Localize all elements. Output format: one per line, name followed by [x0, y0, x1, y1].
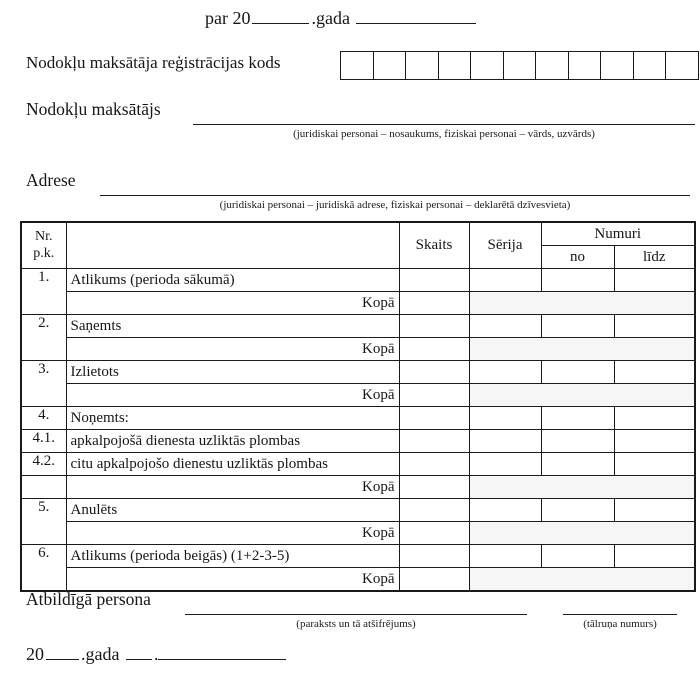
taxpayer-label: Nodokļu maksātājs: [26, 99, 161, 119]
serija-cell[interactable]: [469, 407, 541, 430]
header-serija: Sērija: [469, 222, 541, 269]
skaits-cell[interactable]: [399, 453, 469, 476]
regcode-cell[interactable]: [438, 51, 472, 80]
total-label: Kopā: [66, 568, 399, 592]
row-number: 4.1.: [21, 430, 66, 453]
responsible-label: Atbildīgā persona: [26, 589, 151, 609]
address-label: Adrese: [26, 170, 76, 190]
regcode-grid: [340, 51, 699, 80]
total-merged-cell[interactable]: [469, 568, 695, 592]
no-cell[interactable]: [541, 430, 614, 453]
period-year-blank[interactable]: [252, 8, 309, 24]
skaits-total-cell[interactable]: [399, 338, 469, 361]
regcode-cell[interactable]: [470, 51, 504, 80]
total-label: Kopā: [66, 476, 399, 499]
date-year-prefix: 20: [26, 644, 44, 664]
header-nr: Nr.: [35, 229, 53, 245]
regcode-label: Nodokļu maksātāja reģistrācijas kods: [26, 53, 281, 72]
row-number-empty: [21, 476, 66, 499]
row-number: 4.2.: [21, 453, 66, 476]
serija-cell[interactable]: [469, 269, 541, 292]
lidz-cell[interactable]: [614, 407, 695, 430]
total-label: Kopā: [66, 338, 399, 361]
period-prefix: par 20: [205, 8, 251, 28]
no-cell[interactable]: [541, 545, 614, 568]
no-cell[interactable]: [541, 407, 614, 430]
header-skaits: Skaits: [399, 222, 469, 269]
regcode-cell[interactable]: [568, 51, 602, 80]
regcode-cell[interactable]: [405, 51, 439, 80]
total-merged-cell[interactable]: [469, 522, 695, 545]
period-month-blank[interactable]: [356, 8, 476, 24]
row-label: Saņemts: [66, 315, 399, 338]
lidz-cell[interactable]: [614, 430, 695, 453]
serija-cell[interactable]: [469, 361, 541, 384]
lidz-cell[interactable]: [614, 269, 695, 292]
header-description: [66, 222, 399, 269]
lidz-cell[interactable]: [614, 545, 695, 568]
row-number: 1.: [21, 269, 66, 315]
total-merged-cell[interactable]: [469, 338, 695, 361]
period-gada: .gada: [311, 8, 350, 28]
date-day-blank[interactable]: [126, 644, 152, 660]
date-dot: .: [153, 644, 159, 664]
skaits-total-cell[interactable]: [399, 476, 469, 499]
row-number: 5.: [21, 499, 66, 545]
address-blank-line[interactable]: [100, 170, 690, 196]
signature-blank-line[interactable]: [185, 590, 527, 615]
skaits-total-cell[interactable]: [399, 292, 469, 315]
serija-cell[interactable]: [469, 499, 541, 522]
regcode-cell[interactable]: [503, 51, 537, 80]
row-label: citu apkalpojošo dienestu uzliktās plombas: [66, 453, 399, 476]
regcode-cell[interactable]: [535, 51, 569, 80]
phone-hint: (tālruņa numurs): [583, 618, 657, 630]
taxpayer-blank-line[interactable]: [193, 99, 695, 125]
lidz-cell[interactable]: [614, 361, 695, 384]
period-line: [205, 8, 478, 29]
row-label: Noņemts:: [66, 407, 399, 430]
date-year-blank[interactable]: [46, 644, 79, 660]
serija-cell[interactable]: [469, 430, 541, 453]
phone-blank-line[interactable]: [563, 590, 677, 615]
header-no: no: [541, 246, 614, 269]
lidz-cell[interactable]: [614, 499, 695, 522]
lidz-cell[interactable]: [614, 453, 695, 476]
serija-cell[interactable]: [469, 545, 541, 568]
skaits-cell[interactable]: [399, 361, 469, 384]
header-numuri: Numuri: [541, 222, 695, 246]
skaits-cell[interactable]: [399, 499, 469, 522]
skaits-cell[interactable]: [399, 545, 469, 568]
regcode-cell[interactable]: [633, 51, 667, 80]
total-merged-cell[interactable]: [469, 292, 695, 315]
lidz-cell[interactable]: [614, 315, 695, 338]
row-number: 3.: [21, 361, 66, 407]
date-gada: .gada: [81, 644, 120, 664]
row-label: Atlikums (perioda beigās) (1+2-3-5): [66, 545, 399, 568]
no-cell[interactable]: [541, 499, 614, 522]
row-label: apkalpojošā dienesta uzliktās plombas: [66, 430, 399, 453]
row-label: Izlietots: [66, 361, 399, 384]
no-cell[interactable]: [541, 361, 614, 384]
regcode-cell[interactable]: [340, 51, 374, 80]
row-number: 4.: [21, 407, 66, 430]
skaits-cell[interactable]: [399, 269, 469, 292]
row-label: Atlikums (perioda sākumā): [66, 269, 399, 292]
regcode-cell[interactable]: [665, 51, 699, 80]
address-hint: (juridiskai personai – juridiskā adrese, fiziskai personai – deklarētā dzīvesvieta): [219, 199, 571, 211]
no-cell[interactable]: [541, 453, 614, 476]
skaits-total-cell[interactable]: [399, 384, 469, 407]
total-label: Kopā: [66, 292, 399, 315]
row-number: 6.: [21, 545, 66, 592]
header-nr-pk: [21, 222, 66, 269]
total-label: Kopā: [66, 522, 399, 545]
serija-cell[interactable]: [469, 453, 541, 476]
regcode-cell[interactable]: [600, 51, 634, 80]
no-cell[interactable]: [541, 269, 614, 292]
skaits-cell[interactable]: [399, 430, 469, 453]
total-merged-cell[interactable]: [469, 476, 695, 499]
header-pk: p.k.: [33, 245, 55, 261]
date-line: [26, 644, 288, 665]
signature-hint: (paraksts un tā atšifrējums): [296, 618, 416, 630]
taxpayer-hint: (juridiskai personai – nosaukums, fiziskai personai – vārds, uzvārds): [293, 128, 595, 140]
header-lidz: līdz: [614, 246, 695, 269]
total-label: Kopā: [66, 384, 399, 407]
skaits-cell[interactable]: [399, 315, 469, 338]
serija-cell[interactable]: [469, 315, 541, 338]
regcode-cell[interactable]: [373, 51, 407, 80]
skaits-total-cell[interactable]: [399, 568, 469, 592]
date-month-blank[interactable]: [158, 644, 286, 660]
plombas-table: [20, 221, 696, 592]
no-cell[interactable]: [541, 315, 614, 338]
total-merged-cell[interactable]: [469, 384, 695, 407]
row-number: 2.: [21, 315, 66, 361]
skaits-total-cell[interactable]: [399, 522, 469, 545]
skaits-cell[interactable]: [399, 407, 469, 430]
row-label: Anulēts: [66, 499, 399, 522]
